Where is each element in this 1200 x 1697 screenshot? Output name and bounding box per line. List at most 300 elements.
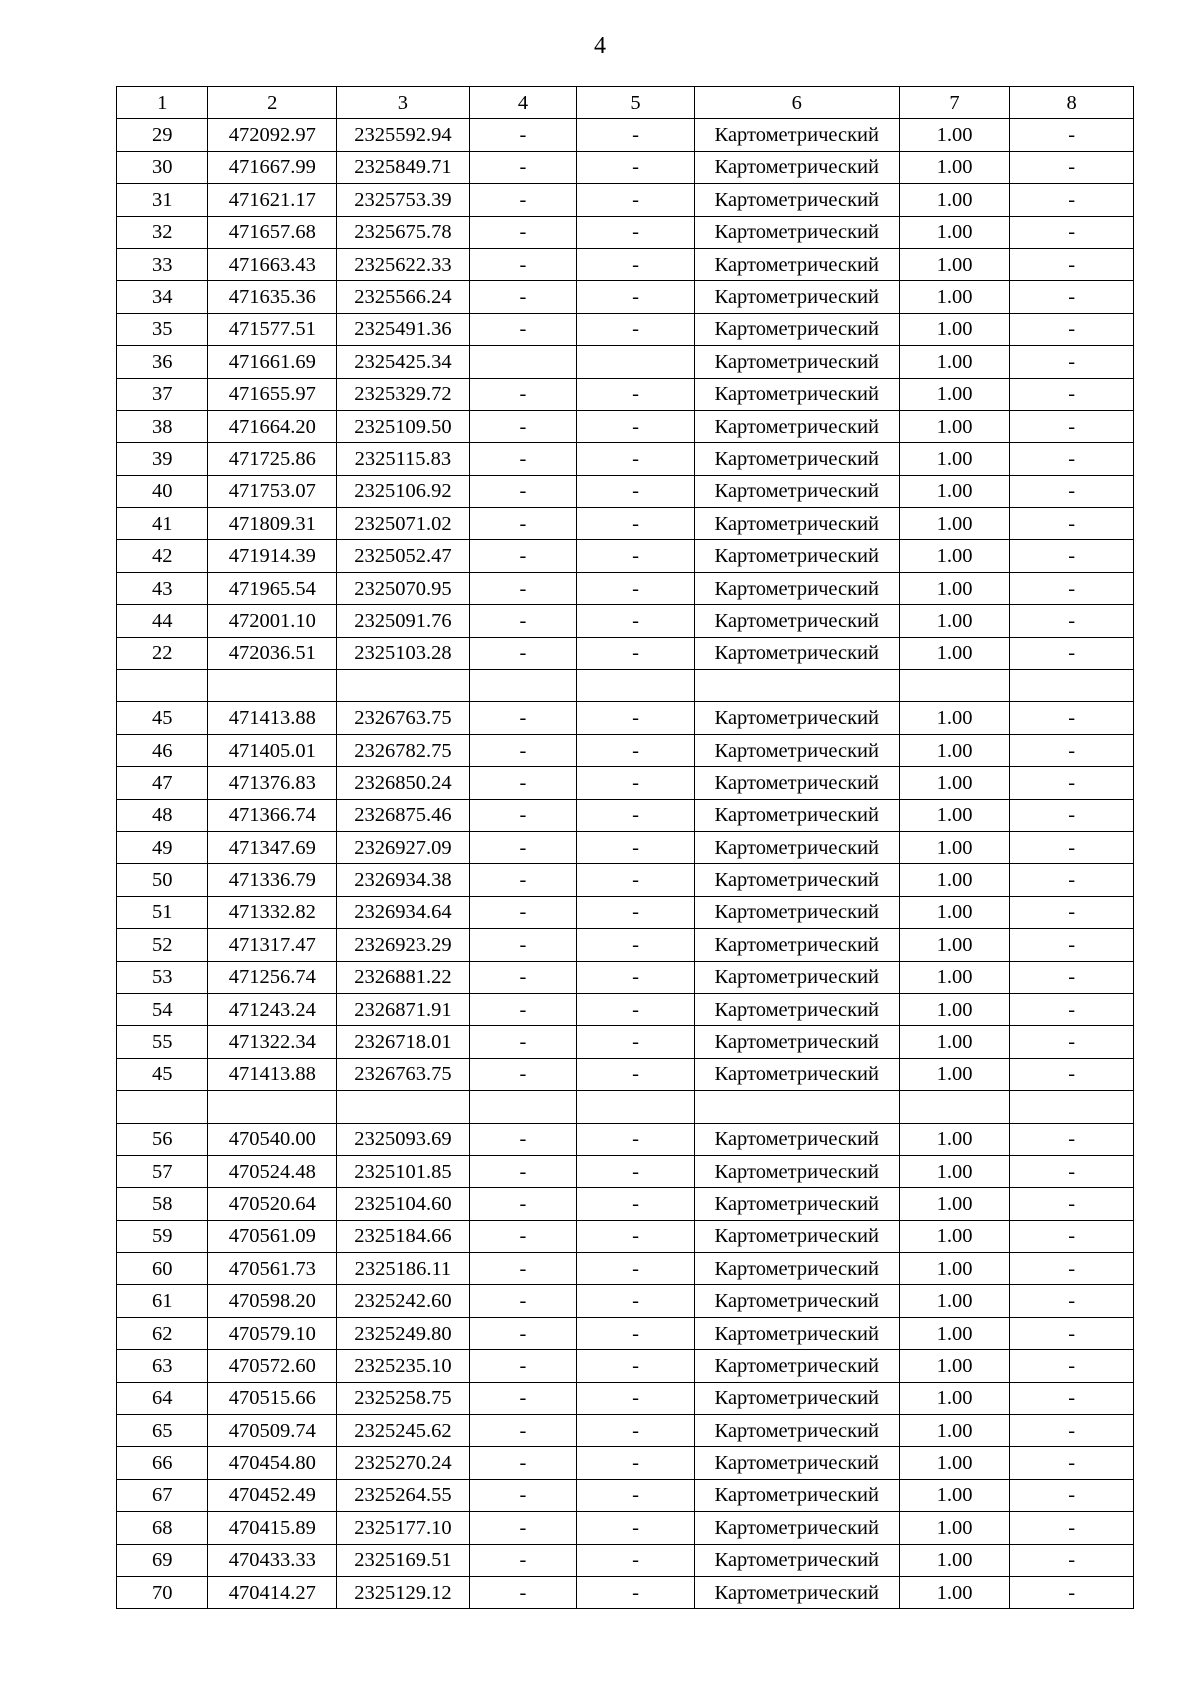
table-cell: [1010, 670, 1134, 702]
table-cell: 2325270.24: [337, 1447, 470, 1479]
table-cell: -: [469, 1253, 577, 1285]
table-cell: -: [469, 767, 577, 799]
table-cell: 1.00: [899, 1155, 1010, 1187]
table-cell: -: [577, 313, 695, 345]
table-cell: [577, 346, 695, 378]
table-cell: Картометрический: [694, 1479, 899, 1511]
table-cell: -: [469, 248, 577, 280]
table-cell: -: [577, 1512, 695, 1544]
table-cell: -: [577, 1285, 695, 1317]
table-cell: 471657.68: [208, 216, 337, 248]
table-cell: Картометрический: [694, 410, 899, 442]
header-cell: 7: [899, 87, 1010, 119]
table-row: [117, 1285, 1134, 1317]
table-cell: 33: [117, 248, 208, 280]
table-cell: 1.00: [899, 1479, 1010, 1511]
table-cell: 471317.47: [208, 929, 337, 961]
table-cell: 1.00: [899, 1285, 1010, 1317]
table-cell: -: [469, 1220, 577, 1252]
table-cell: -: [469, 1479, 577, 1511]
table-cell: [577, 670, 695, 702]
table-cell: -: [1010, 184, 1134, 216]
table-cell: 46: [117, 734, 208, 766]
table-cell: 2325093.69: [337, 1123, 470, 1155]
table-row: [117, 151, 1134, 183]
table-cell: -: [469, 1058, 577, 1090]
table-cell: 470579.10: [208, 1317, 337, 1349]
table-cell: Картометрический: [694, 248, 899, 280]
table-cell: -: [469, 799, 577, 831]
header-cell: 5: [577, 87, 695, 119]
table-cell: -: [1010, 1447, 1134, 1479]
table-row: [117, 702, 1134, 734]
table-cell: 2326923.29: [337, 929, 470, 961]
table-cell: -: [577, 119, 695, 151]
table-cell: 35: [117, 313, 208, 345]
table-cell: 1.00: [899, 799, 1010, 831]
coordinates-table: [116, 86, 1134, 1609]
table-cell: 471725.86: [208, 443, 337, 475]
table-cell: Картометрический: [694, 1123, 899, 1155]
table-cell: -: [577, 540, 695, 572]
table-cell: -: [1010, 1350, 1134, 1382]
table-cell: -: [1010, 831, 1134, 863]
table-row: [117, 540, 1134, 572]
table-cell: 62: [117, 1317, 208, 1349]
table-cell: 1.00: [899, 508, 1010, 540]
table-cell: -: [469, 119, 577, 151]
table-cell: -: [469, 1317, 577, 1349]
table-cell: 1.00: [899, 248, 1010, 280]
table-cell: 1.00: [899, 1512, 1010, 1544]
table-cell: -: [1010, 767, 1134, 799]
table-cell: 2326934.38: [337, 864, 470, 896]
table-cell: 61: [117, 1285, 208, 1317]
table-row: [117, 1415, 1134, 1447]
table-cell: Картометрический: [694, 1253, 899, 1285]
table-cell: -: [1010, 961, 1134, 993]
table-cell: -: [1010, 637, 1134, 669]
table-cell: -: [469, 637, 577, 669]
table-cell: -: [469, 1026, 577, 1058]
table-cell: 470598.20: [208, 1285, 337, 1317]
table-cell: 30: [117, 151, 208, 183]
table-cell: -: [577, 993, 695, 1025]
table-row: [117, 1317, 1134, 1349]
table-cell: Картометрический: [694, 1026, 899, 1058]
table-cell: 44: [117, 605, 208, 637]
table-cell: -: [1010, 508, 1134, 540]
table-cell: 1.00: [899, 993, 1010, 1025]
table-cell: 1.00: [899, 831, 1010, 863]
table-row: [117, 1253, 1134, 1285]
table-cell: 472036.51: [208, 637, 337, 669]
table-cell: 1.00: [899, 896, 1010, 928]
table-cell: 2325115.83: [337, 443, 470, 475]
table-row: [117, 216, 1134, 248]
table-cell: 1.00: [899, 216, 1010, 248]
table-cell: -: [1010, 1155, 1134, 1187]
table-row: [117, 1479, 1134, 1511]
table-cell: Картометрический: [694, 1285, 899, 1317]
table-cell: 2325235.10: [337, 1350, 470, 1382]
table-cell: 470572.60: [208, 1350, 337, 1382]
table-row: [117, 993, 1134, 1025]
table-cell: 471336.79: [208, 864, 337, 896]
table-cell: -: [469, 831, 577, 863]
table-cell: 43: [117, 572, 208, 604]
header-cell: 1: [117, 87, 208, 119]
table-cell: 1.00: [899, 767, 1010, 799]
table-cell: 2326934.64: [337, 896, 470, 928]
table-cell: -: [1010, 410, 1134, 442]
table-cell: -: [469, 508, 577, 540]
table-cell: 471663.43: [208, 248, 337, 280]
header-cell: 8: [1010, 87, 1134, 119]
table-cell: -: [1010, 799, 1134, 831]
table-cell: 471413.88: [208, 702, 337, 734]
table-cell: -: [1010, 702, 1134, 734]
table-cell: -: [469, 929, 577, 961]
table-cell: -: [1010, 1576, 1134, 1608]
table-cell: -: [469, 410, 577, 442]
table-cell: 1.00: [899, 605, 1010, 637]
table-cell: Картометрический: [694, 1415, 899, 1447]
table-cell: -: [469, 1576, 577, 1608]
table-cell: 47: [117, 767, 208, 799]
table-cell: Картометрический: [694, 475, 899, 507]
table-cell: 471256.74: [208, 961, 337, 993]
table-cell: Картометрический: [694, 896, 899, 928]
table-cell: 65: [117, 1415, 208, 1447]
table-cell: 2325071.02: [337, 508, 470, 540]
table-cell: -: [1010, 896, 1134, 928]
table-cell: [337, 670, 470, 702]
table-cell: 471667.99: [208, 151, 337, 183]
table-cell: 1.00: [899, 1350, 1010, 1382]
table-cell: -: [1010, 1285, 1134, 1317]
table-cell: -: [469, 1512, 577, 1544]
table-cell: [577, 1091, 695, 1123]
table-row: [117, 799, 1134, 831]
table-cell: 2326718.01: [337, 1026, 470, 1058]
table-cell: Картометрический: [694, 1350, 899, 1382]
table-cell: -: [577, 1382, 695, 1414]
table-cell: -: [469, 443, 577, 475]
table-cell: -: [577, 1188, 695, 1220]
table-cell: -: [1010, 1188, 1134, 1220]
table-cell: 1.00: [899, 702, 1010, 734]
table-cell: 2325106.92: [337, 475, 470, 507]
table-cell: -: [1010, 475, 1134, 507]
table-row: [117, 1155, 1134, 1187]
table-cell: -: [469, 184, 577, 216]
table-cell: 1.00: [899, 378, 1010, 410]
table-cell: -: [1010, 1317, 1134, 1349]
table-cell: -: [577, 1123, 695, 1155]
table-cell: 29: [117, 119, 208, 151]
table-cell: -: [469, 572, 577, 604]
table-cell: 2325169.51: [337, 1544, 470, 1576]
table-cell: -: [577, 151, 695, 183]
table-cell: 2326881.22: [337, 961, 470, 993]
table-row: [117, 248, 1134, 280]
table-cell: 45: [117, 1058, 208, 1090]
table-cell: 1.00: [899, 1447, 1010, 1479]
table-cell: 1.00: [899, 281, 1010, 313]
table-cell: 22: [117, 637, 208, 669]
table-cell: Картометрический: [694, 993, 899, 1025]
table-cell: 470454.80: [208, 1447, 337, 1479]
header-cell: 2: [208, 87, 337, 119]
table-cell: -: [1010, 734, 1134, 766]
page-number: 4: [594, 33, 606, 59]
table-cell: Картометрический: [694, 605, 899, 637]
table-row: [117, 831, 1134, 863]
table-cell: Картометрический: [694, 572, 899, 604]
header-cell: 6: [694, 87, 899, 119]
table-cell: Картометрический: [694, 637, 899, 669]
table-cell: 470540.00: [208, 1123, 337, 1155]
table-cell: -: [577, 1415, 695, 1447]
table-cell: 48: [117, 799, 208, 831]
table-cell: Картометрический: [694, 151, 899, 183]
table-cell: 40: [117, 475, 208, 507]
table-cell: 2325258.75: [337, 1382, 470, 1414]
table-cell: 2325103.28: [337, 637, 470, 669]
table-cell: 32: [117, 216, 208, 248]
table-cell: 1.00: [899, 1415, 1010, 1447]
table-cell: 472092.97: [208, 119, 337, 151]
table-cell: Картометрический: [694, 443, 899, 475]
table-cell: 471366.74: [208, 799, 337, 831]
table-row: [117, 346, 1134, 378]
table-cell: 1.00: [899, 151, 1010, 183]
table-cell: Картометрический: [694, 864, 899, 896]
table-cell: -: [1010, 1415, 1134, 1447]
table-cell: [469, 346, 577, 378]
table-cell: 64: [117, 1382, 208, 1414]
table-cell: 471965.54: [208, 572, 337, 604]
table-cell: 2325184.66: [337, 1220, 470, 1252]
table-cell: 2325186.11: [337, 1253, 470, 1285]
table-cell: -: [469, 475, 577, 507]
table-cell: -: [577, 831, 695, 863]
table-cell: 2326782.75: [337, 734, 470, 766]
table-row: [117, 670, 1134, 702]
table-cell: 2325245.62: [337, 1415, 470, 1447]
table-cell: 68: [117, 1512, 208, 1544]
table-cell: -: [577, 961, 695, 993]
table-row: [117, 605, 1134, 637]
table-cell: -: [469, 1188, 577, 1220]
table-cell: -: [577, 216, 695, 248]
table-cell: Картометрический: [694, 216, 899, 248]
table-cell: -: [1010, 1253, 1134, 1285]
table-cell: 2325109.50: [337, 410, 470, 442]
table-cell: 2325849.71: [337, 151, 470, 183]
table-cell: Картометрический: [694, 1544, 899, 1576]
table-cell: 471914.39: [208, 540, 337, 572]
table-cell: 1.00: [899, 540, 1010, 572]
table-cell: -: [577, 864, 695, 896]
table-row: [117, 1544, 1134, 1576]
table-row: [117, 508, 1134, 540]
table-cell: -: [1010, 151, 1134, 183]
table-cell: -: [469, 151, 577, 183]
table-cell: 472001.10: [208, 605, 337, 637]
table-cell: 1.00: [899, 734, 1010, 766]
table-cell: Картометрический: [694, 378, 899, 410]
table-cell: -: [1010, 1026, 1134, 1058]
table-cell: -: [1010, 346, 1134, 378]
table-cell: 1.00: [899, 410, 1010, 442]
table-row: [117, 378, 1134, 410]
table-cell: 59: [117, 1220, 208, 1252]
table-cell: -: [577, 702, 695, 734]
table-cell: 69: [117, 1544, 208, 1576]
table-cell: 470520.64: [208, 1188, 337, 1220]
table-cell: 2325592.94: [337, 119, 470, 151]
table-cell: 471243.24: [208, 993, 337, 1025]
table-cell: 471661.69: [208, 346, 337, 378]
table-cell: -: [577, 184, 695, 216]
table-row: [117, 734, 1134, 766]
table-cell: -: [577, 1220, 695, 1252]
table-cell: -: [577, 378, 695, 410]
table-cell: [208, 1091, 337, 1123]
table-cell: 36: [117, 346, 208, 378]
table-cell: -: [1010, 313, 1134, 345]
table-cell: -: [1010, 281, 1134, 313]
table-cell: -: [577, 637, 695, 669]
table-cell: 54: [117, 993, 208, 1025]
table-cell: -: [577, 896, 695, 928]
table-cell: 2325491.36: [337, 313, 470, 345]
table-cell: -: [469, 1155, 577, 1187]
table-cell: 1.00: [899, 637, 1010, 669]
table-cell: 1.00: [899, 1220, 1010, 1252]
table-row: [117, 1058, 1134, 1090]
table-row: [117, 1512, 1134, 1544]
table-cell: 2326875.46: [337, 799, 470, 831]
table-cell: -: [469, 1123, 577, 1155]
table-cell: -: [577, 281, 695, 313]
table-row: [117, 184, 1134, 216]
table-cell: 57: [117, 1155, 208, 1187]
table-cell: 2326871.91: [337, 993, 470, 1025]
table-cell: 2325566.24: [337, 281, 470, 313]
table-cell: -: [577, 1447, 695, 1479]
table-cell: -: [1010, 1544, 1134, 1576]
table-cell: 50: [117, 864, 208, 896]
table-row: [117, 896, 1134, 928]
table-cell: 1.00: [899, 572, 1010, 604]
table-cell: 2326763.75: [337, 1058, 470, 1090]
table-cell: -: [577, 248, 695, 280]
table-cell: -: [1010, 1123, 1134, 1155]
table-cell: 470561.09: [208, 1220, 337, 1252]
table-cell: Картометрический: [694, 1512, 899, 1544]
table-cell: Картометрический: [694, 1058, 899, 1090]
table-cell: 2325177.10: [337, 1512, 470, 1544]
table-cell: 471664.20: [208, 410, 337, 442]
table-cell: 2325675.78: [337, 216, 470, 248]
table-cell: 471621.17: [208, 184, 337, 216]
table-row: [117, 1350, 1134, 1382]
table-cell: 37: [117, 378, 208, 410]
table-cell: 60: [117, 1253, 208, 1285]
table-cell: 51: [117, 896, 208, 928]
table-cell: 56: [117, 1123, 208, 1155]
table-cell: -: [1010, 864, 1134, 896]
table-cell: -: [577, 508, 695, 540]
table-cell: 2325129.12: [337, 1576, 470, 1608]
table-cell: 1.00: [899, 1123, 1010, 1155]
table-cell: [208, 670, 337, 702]
table-cell: 2326927.09: [337, 831, 470, 863]
table-row: [117, 1220, 1134, 1252]
table-cell: Картометрический: [694, 119, 899, 151]
table-row: [117, 1576, 1134, 1608]
table-cell: -: [469, 896, 577, 928]
table-cell: 1.00: [899, 443, 1010, 475]
table-cell: 1.00: [899, 1382, 1010, 1414]
table-cell: 471376.83: [208, 767, 337, 799]
table-cell: 52: [117, 929, 208, 961]
table-cell: Картометрический: [694, 929, 899, 961]
table-cell: 1.00: [899, 313, 1010, 345]
table-cell: 70: [117, 1576, 208, 1608]
table-cell: 471332.82: [208, 896, 337, 928]
table-cell: Картометрический: [694, 281, 899, 313]
table-cell: 470415.89: [208, 1512, 337, 1544]
table-cell: -: [469, 1447, 577, 1479]
table-cell: 2325104.60: [337, 1188, 470, 1220]
table-cell: -: [1010, 1220, 1134, 1252]
table-cell: -: [469, 1350, 577, 1382]
table-cell: -: [577, 767, 695, 799]
table-cell: [899, 670, 1010, 702]
table-cell: 49: [117, 831, 208, 863]
table-cell: 1.00: [899, 119, 1010, 151]
table-row: [117, 929, 1134, 961]
table-cell: -: [577, 1026, 695, 1058]
table-cell: 2325242.60: [337, 1285, 470, 1317]
table-cell: 1.00: [899, 475, 1010, 507]
table-cell: 2326763.75: [337, 702, 470, 734]
table-cell: Картометрический: [694, 1576, 899, 1608]
table-cell: Картометрический: [694, 702, 899, 734]
table-cell: 1.00: [899, 961, 1010, 993]
table-cell: 1.00: [899, 929, 1010, 961]
table-cell: -: [469, 702, 577, 734]
table-row: [117, 1447, 1134, 1479]
table-cell: 470509.74: [208, 1415, 337, 1447]
table-cell: 1.00: [899, 1253, 1010, 1285]
header-cell: 3: [337, 87, 470, 119]
table-cell: -: [469, 993, 577, 1025]
table-cell: Картометрический: [694, 184, 899, 216]
table-cell: 41: [117, 508, 208, 540]
table-cell: 2325329.72: [337, 378, 470, 410]
table-cell: -: [577, 1058, 695, 1090]
table-cell: 470452.49: [208, 1479, 337, 1511]
table-cell: 1.00: [899, 1317, 1010, 1349]
table-cell: 45: [117, 702, 208, 734]
table-cell: -: [1010, 572, 1134, 604]
table-cell: -: [577, 572, 695, 604]
